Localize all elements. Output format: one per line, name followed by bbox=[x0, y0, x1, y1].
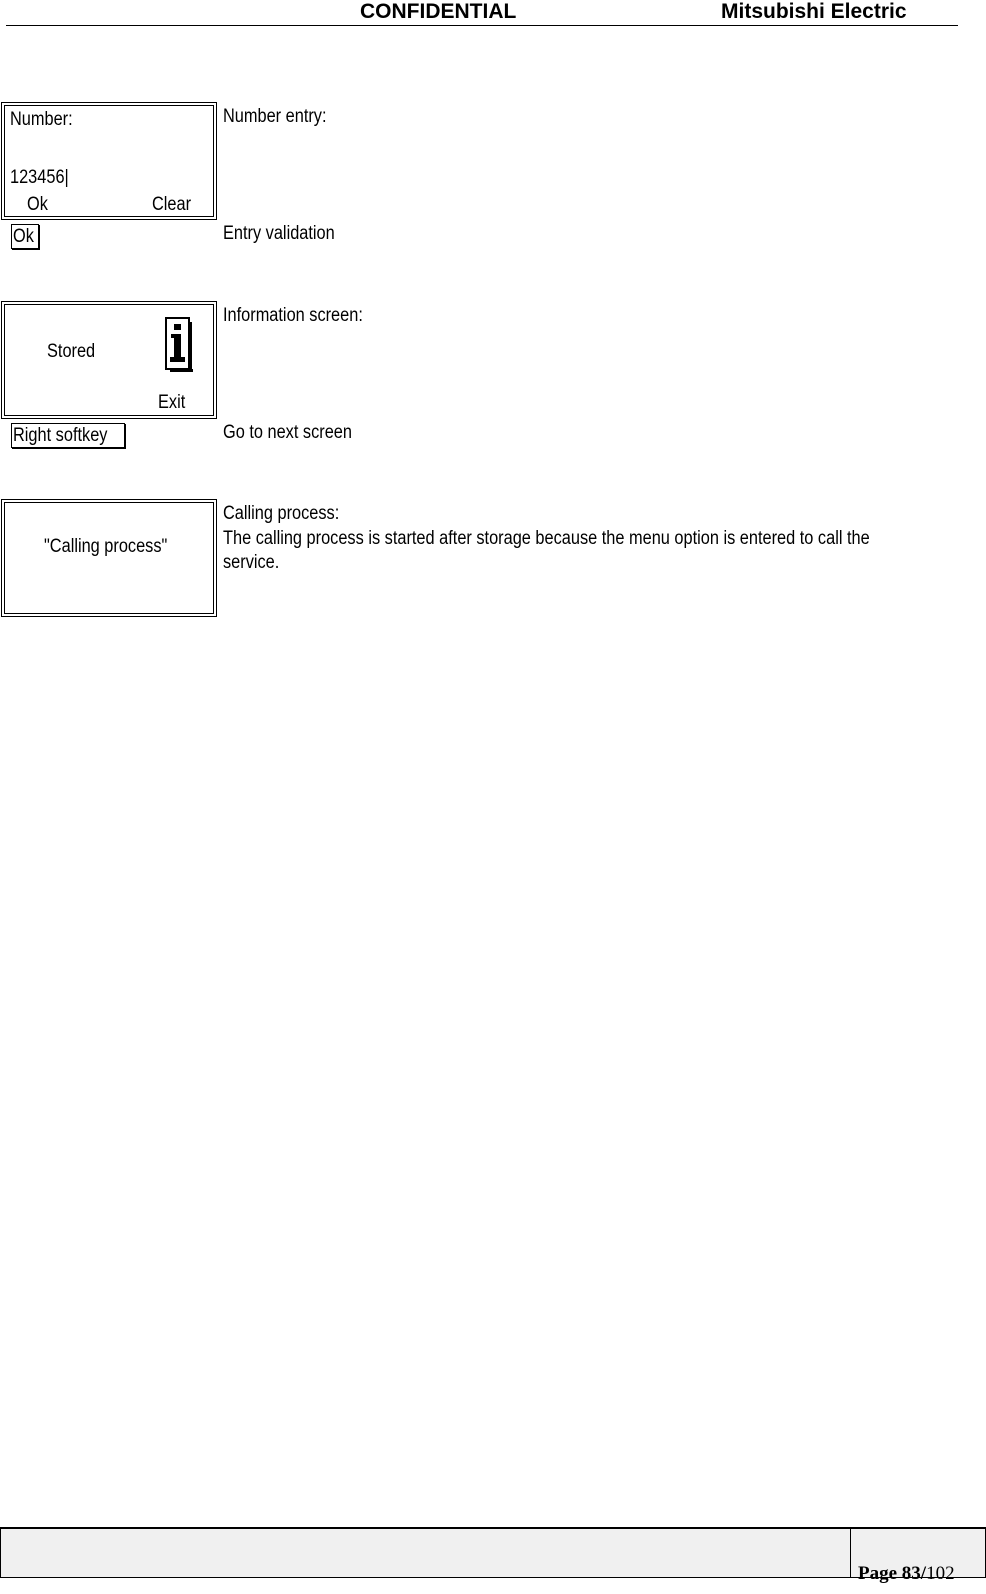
page-number bbox=[858, 1563, 955, 1585]
number-label: Number: bbox=[10, 109, 73, 130]
calling-process-title: Calling process: bbox=[223, 503, 340, 524]
page-total: 102 bbox=[926, 1563, 955, 1584]
clear-softkey[interactable]: Clear bbox=[152, 194, 192, 215]
footer-bar bbox=[0, 1527, 986, 1578]
number-entry-title: Number entry: bbox=[223, 106, 327, 127]
footer-divider bbox=[850, 1529, 851, 1577]
info-icon bbox=[165, 317, 193, 373]
page-label: Page 83/ bbox=[858, 1563, 927, 1584]
header-company: Mitsubishi Electric bbox=[721, 0, 907, 23]
number-entry-screen bbox=[1, 102, 217, 220]
entry-validation-text: Entry validation bbox=[223, 223, 335, 244]
information-screen-title: Information screen: bbox=[223, 305, 363, 326]
ok-key[interactable] bbox=[11, 224, 39, 249]
stored-message: Stored bbox=[47, 341, 96, 362]
calling-process-message: "Calling process" bbox=[44, 536, 168, 557]
go-next-screen-text: Go to next screen bbox=[223, 422, 352, 443]
calling-process-body-line2: service. bbox=[223, 552, 280, 573]
right-softkey-label: Right softkey bbox=[13, 425, 108, 446]
number-value: 123456| bbox=[10, 167, 69, 188]
information-screen bbox=[1, 301, 217, 419]
header-confidential: CONFIDENTIAL bbox=[360, 0, 517, 23]
calling-process-screen bbox=[1, 499, 217, 617]
header-rule bbox=[6, 25, 958, 26]
right-softkey-key[interactable] bbox=[11, 423, 125, 448]
calling-process-body-line1: The calling process is started after storage because the menu option is entered to call the bbox=[223, 528, 870, 549]
exit-softkey[interactable]: Exit bbox=[158, 392, 186, 413]
ok-softkey[interactable]: Ok bbox=[27, 194, 48, 215]
ok-key-label: Ok bbox=[13, 226, 34, 247]
